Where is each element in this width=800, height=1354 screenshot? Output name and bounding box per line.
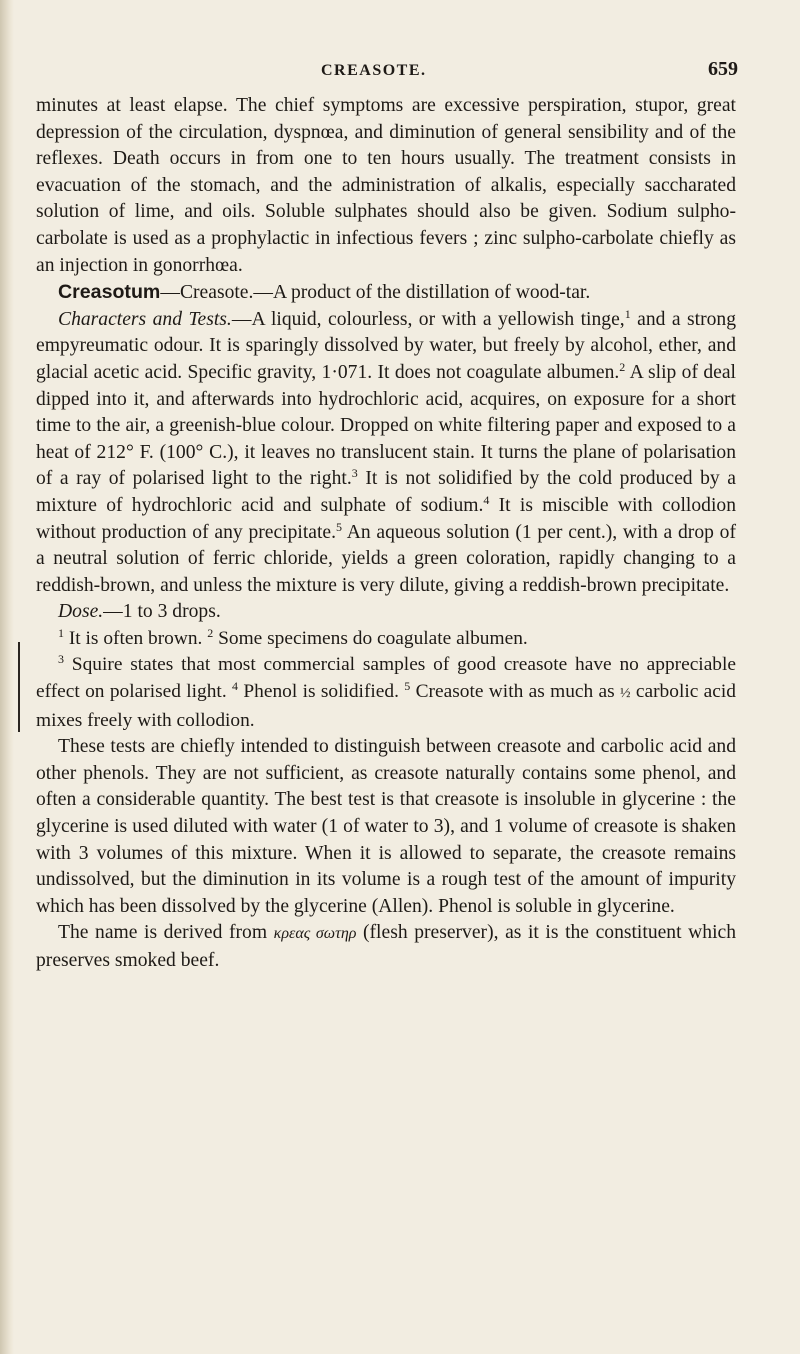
characters-label: Characters and Tests. bbox=[58, 308, 232, 330]
footnote-5-end: carbolic acid mixes freely with collodion. bbox=[36, 681, 736, 731]
characters-text: It is not solidified by the cold produced by a mixture of hydrochloric acid and sulphate of sodium. bbox=[36, 468, 736, 516]
running-head: CREASOTE. bbox=[321, 62, 427, 79]
footnote-line bbox=[36, 626, 736, 653]
fraction-one-half: ½ bbox=[620, 686, 631, 702]
footnote-ref-5[interactable]: 5 bbox=[336, 519, 343, 534]
footnote-number-4: 4 bbox=[232, 679, 239, 694]
footnote-number-3: 3 bbox=[58, 652, 64, 667]
dose-line bbox=[36, 599, 736, 626]
creasotum-heading-line bbox=[36, 279, 736, 307]
footnote-2: Some specimens do coagulate albumen. bbox=[213, 627, 528, 649]
paragraph-tests bbox=[36, 734, 736, 920]
margin-rule bbox=[18, 642, 20, 732]
footnote-number-5: 5 bbox=[404, 679, 411, 694]
footnote-ref-1[interactable]: 1 bbox=[624, 306, 631, 321]
etymology-text: The name is derived from bbox=[58, 922, 274, 944]
footnote-number-1: 1 bbox=[58, 625, 64, 640]
footnote-number-2: 2 bbox=[207, 625, 214, 640]
footnote-3: Squire states that most commercial samples of good creasote have no appreciable effect on polarised light. bbox=[36, 654, 736, 703]
footnote-ref-3[interactable]: 3 bbox=[351, 466, 358, 481]
paragraph-symptoms bbox=[36, 93, 736, 279]
footnote-ref-4[interactable]: 4 bbox=[483, 492, 490, 507]
paragraph-characters bbox=[36, 307, 736, 600]
page-header bbox=[0, 58, 800, 88]
creasotum-definition: —Creasote.—A product of the distillation of wood-tar. bbox=[160, 282, 591, 304]
page-edge-shadow bbox=[0, 0, 14, 1354]
footnotes bbox=[36, 626, 736, 734]
dose-value: —1 to 3 drops. bbox=[103, 601, 221, 623]
etymology-text: (flesh preserver), as it is the constituent which preserves smoked beef. bbox=[36, 922, 737, 971]
greek-etymology: κρεας σωτηρ bbox=[273, 925, 357, 943]
characters-text: It is miscible with collodion without production of any precipitate. bbox=[36, 494, 736, 543]
footnote-4: Phenol is solidified. bbox=[238, 681, 399, 703]
text-column bbox=[36, 93, 736, 975]
page-number: 659 bbox=[708, 58, 738, 80]
characters-text: and a strong empyreumatic odour. It is sparingly dissolved by water, but freely by alcohol, ether, and glacial acetic acid. Specific gravity, 1·071. It does not coagulate albumen. bbox=[36, 308, 737, 383]
paragraph-etymology bbox=[36, 920, 736, 974]
footnote-5: Creasote with as much as bbox=[410, 681, 621, 703]
characters-text: An aqueous solution (1 per cent.), with a drop of a neutral solution of ferric chloride, yields a green coloration, rapidly changing to a reddish-brown, and unless the mixture is very dilute, giving a reddish-brown precipitate. bbox=[36, 521, 737, 596]
creasotum-heading: Creasotum bbox=[58, 281, 161, 304]
characters-text: —A liquid, colourless, or with a yellowish tinge, bbox=[231, 308, 625, 330]
footnote-block bbox=[36, 652, 736, 734]
paragraph-symptoms-text: minutes at least elapse. The chief symptoms are excessive perspiration, stupor, great depression of the circulation, dyspnœa, and diminution of general sensibility and of the reflexes. Death occurs in from one to ten hours usually. The treatment consists in evacuation of the stomach, and the administration of alkalis, especially saccharated solution of lime, and oils. Soluble sulphates should also be given. Sodium sulpho-carbolate is used as a prophylactic in infectious fevers ; zinc sulpho-carbolate chiefly as an injection in gonorrhœa. bbox=[36, 95, 736, 276]
paragraph-tests-text: These tests are chiefly intended to distinguish between creasote and carbolic acid and other phenols. They are not sufficient, as creasote naturally contains some phenol, and often a considerable quantity. The best test is that creasote is insoluble in glycerine : the glycerine is used diluted with water (1 of water to 3), and 1 volume of creasote is shaken with 3 volumes of this mixture. When it is allowed to separate, the creasote remains undissolved, but the diminution in its volume is a rough test of the amount of impurity which has been dissolved by the glycerine (Allen). Phenol is soluble in glycerine. bbox=[36, 736, 736, 917]
dose-label: Dose. bbox=[58, 601, 104, 623]
footnote-1: It is often brown. bbox=[64, 627, 208, 649]
footnote-ref-2[interactable]: 2 bbox=[619, 359, 626, 374]
characters-text: A slip of deal dipped into it, and afterwards into hydrochloric acid, acquires, on exposure for a short time to the air, a greenish-blue colour. Dropped on white filtering paper and exposed to a heat of 212° F. (100° C.), it leaves no translucent stain. It turns the plane of polarisation of a ray of polarised light to the right. bbox=[36, 361, 736, 490]
